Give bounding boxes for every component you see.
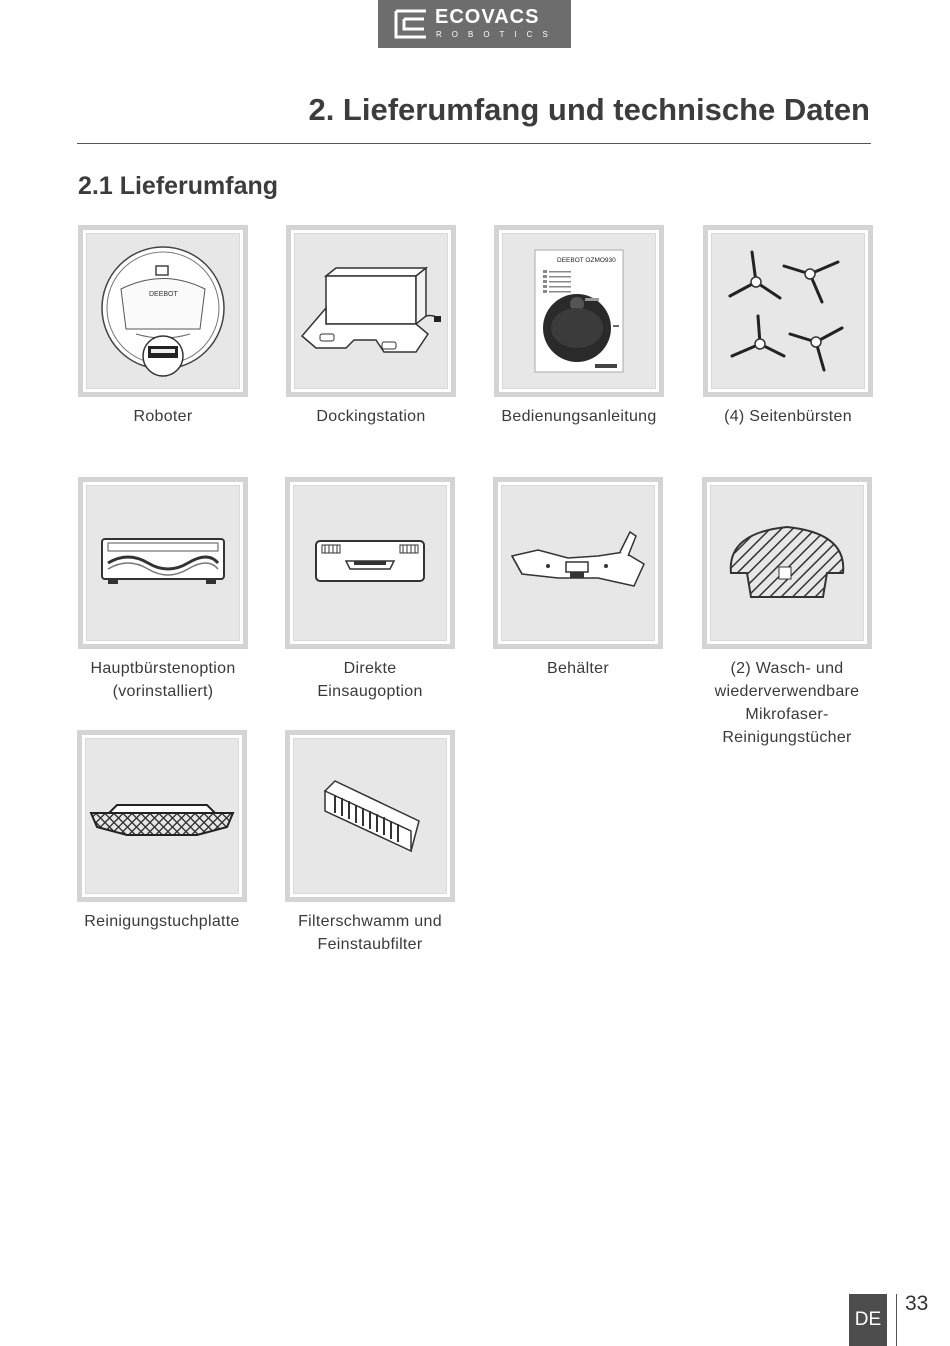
item-cleaning-cloth (702, 477, 910, 749)
brand-subtitle: ROBOTICS (436, 30, 558, 39)
item-caption: Roboter (133, 408, 193, 425)
side-brushes-icon (718, 244, 858, 379)
item-caption: Reinigungstuchplatte (84, 913, 240, 930)
filter-icon (315, 771, 425, 861)
docking-station-icon (296, 256, 446, 366)
brand-name: ECOVACS (435, 6, 540, 28)
container-icon (508, 528, 648, 598)
item-caption: Dockingstation (316, 408, 426, 425)
manual-title: DEEBOT OZMO930 (557, 257, 616, 264)
item-caption: (4) Seitenbürsten (724, 408, 852, 425)
section-title: 2.1 Lieferumfang (78, 172, 279, 200)
title-divider (77, 143, 871, 144)
language-tab: DE (849, 1294, 887, 1346)
item-container (493, 477, 701, 680)
item-side-brushes (703, 225, 911, 428)
item-manual (494, 225, 702, 428)
item-suction-option (285, 477, 493, 703)
ecovacs-logo (378, 0, 571, 48)
page-title: 2. Lieferumfang und technische Daten (308, 92, 870, 127)
cleaning-cloth-icon (717, 513, 857, 613)
item-cloth-plate (77, 730, 285, 933)
item-filter (285, 730, 493, 956)
item-main-brush (78, 477, 286, 703)
cloth-plate-icon (87, 791, 237, 841)
item-caption: Direkte Einsaugoption (317, 660, 423, 700)
page-number: 33 (905, 1292, 929, 1315)
item-caption: Filterschwamm und Feinstaubfilter (298, 913, 442, 953)
item-caption: Behälter (547, 660, 609, 677)
manual-icon (529, 246, 629, 376)
item-caption: (2) Wasch- und wiederverwendbare Mikrofaser- Reinigungstücher (714, 660, 860, 746)
robot-icon (96, 244, 231, 379)
main-brush-icon (98, 533, 228, 593)
item-caption: Bedienungsanleitung (501, 408, 657, 425)
item-robot (78, 225, 286, 428)
suction-option-icon (310, 533, 430, 593)
item-docking-station (286, 225, 494, 428)
item-caption: Hauptbürstenoption (vorinstalliert) (90, 660, 236, 700)
footer-divider (896, 1294, 897, 1346)
svg-text:DEEBOT: DEEBOT (148, 290, 178, 298)
ecovacs-mark-icon (394, 9, 428, 39)
